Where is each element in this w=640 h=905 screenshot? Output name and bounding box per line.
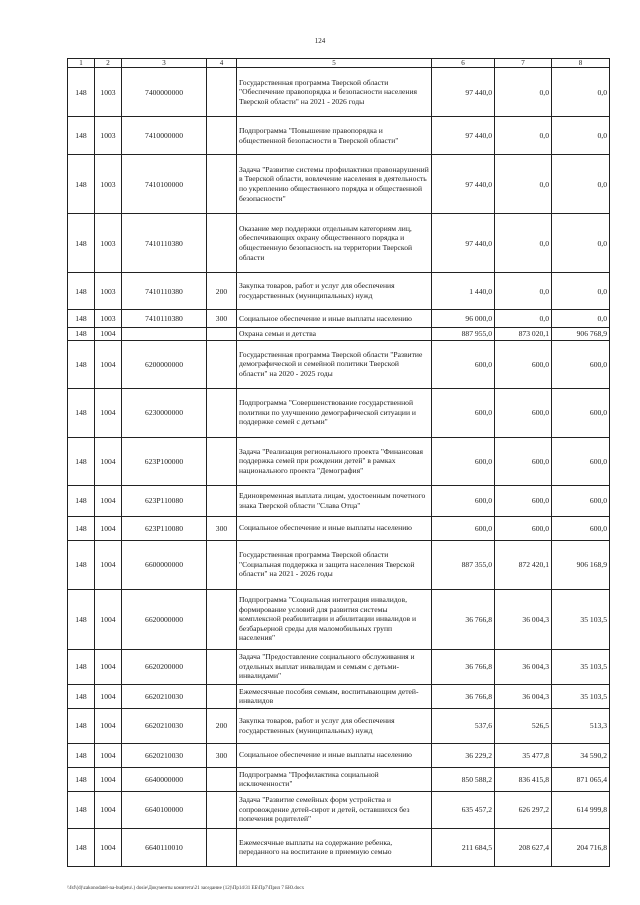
cell-amount-col8: 0,0 — [552, 117, 610, 155]
cell-amount-col6: 635 457,2 — [432, 791, 495, 828]
cell-expense-type — [207, 388, 237, 437]
cell-amount-col7: 0,0 — [495, 117, 552, 155]
table-row — [68, 791, 610, 828]
cell-item-name: Задача "Развитие системы профилактики правонарушений в Тверской области, вовлечение населения в деятельность по укреплению общественного порядка и общественной безопасности" — [237, 155, 432, 214]
table-row — [68, 708, 610, 743]
cell-expense-type — [207, 214, 237, 273]
cell-item-name: Социальное обеспечение и иные выплаты населению — [237, 743, 432, 767]
cell-section-code: 1004 — [95, 340, 122, 388]
cell-expense-type: 200 — [207, 273, 237, 310]
cell-target-article — [122, 328, 207, 341]
cell-amount-col7: 36 004,3 — [495, 684, 552, 708]
cell-amount-col8: 35 103,5 — [552, 589, 610, 649]
cell-amount-col8: 600,0 — [552, 388, 610, 437]
cell-amount-col6: 36 766,8 — [432, 589, 495, 649]
cell-amount-col7: 873 020,1 — [495, 328, 552, 341]
table-row — [68, 649, 610, 684]
cell-amount-col7: 0,0 — [495, 310, 552, 328]
cell-amount-col8: 204 716,8 — [552, 828, 610, 866]
cell-amount-col8: 600,0 — [552, 340, 610, 388]
cell-section-code: 1003 — [95, 155, 122, 214]
budget-table — [67, 58, 610, 867]
cell-expense-type: 300 — [207, 310, 237, 328]
cell-expense-type: 200 — [207, 708, 237, 743]
cell-ministry-code: 148 — [68, 273, 95, 310]
cell-item-name: Задача "Предоставление социального обслуживания и отдельных выплат инвалидам и семьям с детьми-инвалидами" — [237, 649, 432, 684]
cell-ministry-code: 148 — [68, 485, 95, 516]
cell-amount-col6: 97 440,0 — [432, 117, 495, 155]
cell-ministry-code: 148 — [68, 743, 95, 767]
cell-amount-col8: 35 103,5 — [552, 649, 610, 684]
table-row — [68, 310, 610, 328]
cell-amount-col7: 0,0 — [495, 214, 552, 273]
cell-ministry-code: 148 — [68, 828, 95, 866]
cell-target-article: 6230000000 — [122, 388, 207, 437]
cell-amount-col7: 836 415,8 — [495, 767, 552, 791]
cell-section-code: 1003 — [95, 273, 122, 310]
cell-amount-col7: 36 004,3 — [495, 589, 552, 649]
cell-section-code: 1004 — [95, 708, 122, 743]
cell-item-name: Охрана семьи и детства — [237, 328, 432, 341]
cell-expense-type — [207, 68, 237, 117]
cell-expense-type: 300 — [207, 516, 237, 540]
cell-amount-col8: 600,0 — [552, 485, 610, 516]
cell-amount-col6: 600,0 — [432, 340, 495, 388]
table-row — [68, 273, 610, 310]
cell-amount-col7: 208 627,4 — [495, 828, 552, 866]
cell-expense-type — [207, 828, 237, 866]
table-row — [68, 767, 610, 791]
cell-ministry-code: 148 — [68, 328, 95, 341]
cell-target-article: 7400000000 — [122, 68, 207, 117]
cell-expense-type — [207, 117, 237, 155]
cell-target-article: 623P110080 — [122, 485, 207, 516]
cell-target-article: 6640000000 — [122, 767, 207, 791]
cell-expense-type — [207, 684, 237, 708]
cell-amount-col8: 34 590,2 — [552, 743, 610, 767]
cell-amount-col6: 36 229,2 — [432, 743, 495, 767]
cell-amount-col6: 887 955,0 — [432, 328, 495, 341]
cell-target-article: 6620000000 — [122, 589, 207, 649]
cell-amount-col8: 513,3 — [552, 708, 610, 743]
cell-item-name: Государственная программа Тверской области "Социальная поддержка и защита населения Тверской области" на 2021 - 2026 годы — [237, 540, 432, 589]
cell-item-name: Закупка товаров, работ и услуг для обеспечения государственных (муниципальных) нужд — [237, 708, 432, 743]
cell-section-code: 1004 — [95, 767, 122, 791]
cell-ministry-code: 148 — [68, 214, 95, 273]
cell-amount-col8: 0,0 — [552, 273, 610, 310]
cell-amount-col8: 0,0 — [552, 214, 610, 273]
table-row — [68, 684, 610, 708]
cell-target-article: 623P110080 — [122, 516, 207, 540]
cell-ministry-code: 148 — [68, 68, 95, 117]
cell-section-code: 1004 — [95, 437, 122, 485]
cell-ministry-code: 148 — [68, 155, 95, 214]
cell-ministry-code: 148 — [68, 437, 95, 485]
cell-ministry-code: 148 — [68, 649, 95, 684]
cell-target-article: 7410110380 — [122, 310, 207, 328]
cell-target-article: 623P100000 — [122, 437, 207, 485]
cell-amount-col6: 600,0 — [432, 485, 495, 516]
table-row — [68, 743, 610, 767]
cell-section-code: 1004 — [95, 388, 122, 437]
cell-amount-col6: 1 440,0 — [432, 273, 495, 310]
cell-amount-col6: 36 766,8 — [432, 684, 495, 708]
cell-expense-type — [207, 328, 237, 341]
table-row — [68, 828, 610, 866]
cell-target-article: 6620200000 — [122, 649, 207, 684]
cell-amount-col6: 887 355,0 — [432, 540, 495, 589]
cell-target-article: 6620210030 — [122, 708, 207, 743]
cell-target-article: 6640110010 — [122, 828, 207, 866]
cell-expense-type — [207, 540, 237, 589]
cell-amount-col6: 97 440,0 — [432, 155, 495, 214]
cell-ministry-code: 148 — [68, 388, 95, 437]
cell-item-name: Ежемесячные пособия семьям, воспитывающим детей-инвалидов — [237, 684, 432, 708]
cell-amount-col7: 526,5 — [495, 708, 552, 743]
cell-ministry-code: 148 — [68, 767, 95, 791]
column-header: 3 — [122, 59, 207, 68]
cell-expense-type — [207, 155, 237, 214]
cell-target-article: 7410000000 — [122, 117, 207, 155]
cell-section-code: 1004 — [95, 540, 122, 589]
table-row — [68, 214, 610, 273]
table-row — [68, 340, 610, 388]
table-row — [68, 516, 610, 540]
cell-section-code: 1003 — [95, 117, 122, 155]
cell-section-code: 1003 — [95, 68, 122, 117]
cell-amount-col7: 626 297,2 — [495, 791, 552, 828]
cell-expense-type — [207, 649, 237, 684]
cell-target-article: 6620210030 — [122, 684, 207, 708]
column-header: 5 — [237, 59, 432, 68]
cell-ministry-code: 148 — [68, 516, 95, 540]
cell-item-name: Подпрограмма "Социальная интеграция инвалидов, формирование условий для развития системы комплексной реабилитации и абилитации инвалидов и безбарьерной среды для маломобильных групп населения" — [237, 589, 432, 649]
cell-ministry-code: 148 — [68, 310, 95, 328]
cell-item-name: Подпрограмма "Профилактика социальной исключенности" — [237, 767, 432, 791]
cell-amount-col7: 0,0 — [495, 155, 552, 214]
cell-section-code: 1004 — [95, 485, 122, 516]
column-header: 7 — [495, 59, 552, 68]
cell-amount-col8: 600,0 — [552, 437, 610, 485]
cell-expense-type — [207, 437, 237, 485]
cell-amount-col6: 96 000,0 — [432, 310, 495, 328]
cell-amount-col7: 600,0 — [495, 437, 552, 485]
cell-amount-col8: 600,0 — [552, 516, 610, 540]
cell-item-name: Государственная программа Тверской области "Развитие демографической и семейной политики Тверской области" на 2020 - 2025 годы — [237, 340, 432, 388]
cell-amount-col6: 211 684,5 — [432, 828, 495, 866]
cell-amount-col8: 871 065,4 — [552, 767, 610, 791]
cell-target-article: 7410110380 — [122, 214, 207, 273]
cell-item-name: Задача "Реализация регионального проекта "Финансовая поддержка семей при рождении детей" в рамках национального проекта "Демография" — [237, 437, 432, 485]
cell-amount-col6: 97 440,0 — [432, 214, 495, 273]
cell-amount-col8: 614 999,8 — [552, 791, 610, 828]
cell-amount-col6: 600,0 — [432, 516, 495, 540]
table-row — [68, 589, 610, 649]
cell-target-article: 7410110380 — [122, 273, 207, 310]
cell-item-name: Ежемесячные выплаты на содержание ребенка, переданного на воспитание в приемную семью — [237, 828, 432, 866]
cell-expense-type — [207, 340, 237, 388]
table-row — [68, 68, 610, 117]
cell-item-name: Подпрограмма "Совершенствование государственной политики по улучшению демографической ситуации и поддержке семей с детьми" — [237, 388, 432, 437]
table-row — [68, 117, 610, 155]
cell-expense-type — [207, 589, 237, 649]
cell-section-code: 1004 — [95, 649, 122, 684]
cell-amount-col7: 600,0 — [495, 516, 552, 540]
cell-amount-col6: 600,0 — [432, 437, 495, 485]
cell-section-code: 1004 — [95, 743, 122, 767]
cell-item-name: Единовременная выплата лицам, удостоенным почетного знака Тверской области "Слава Отца" — [237, 485, 432, 516]
cell-expense-type — [207, 791, 237, 828]
cell-section-code: 1004 — [95, 828, 122, 866]
cell-section-code: 1004 — [95, 589, 122, 649]
cell-amount-col6: 850 588,2 — [432, 767, 495, 791]
cell-amount-col8: 35 103,5 — [552, 684, 610, 708]
cell-target-article: 6620210030 — [122, 743, 207, 767]
table-row — [68, 388, 610, 437]
cell-ministry-code: 148 — [68, 117, 95, 155]
page-number: 124 — [314, 37, 326, 45]
cell-ministry-code: 148 — [68, 540, 95, 589]
cell-ministry-code: 148 — [68, 589, 95, 649]
cell-ministry-code: 148 — [68, 708, 95, 743]
cell-amount-col8: 0,0 — [552, 155, 610, 214]
cell-item-name: Социальное обеспечение и иные выплаты населению — [237, 310, 432, 328]
cell-ministry-code: 148 — [68, 340, 95, 388]
cell-section-code: 1004 — [95, 328, 122, 341]
cell-target-article: 6600000000 — [122, 540, 207, 589]
cell-amount-col7: 0,0 — [495, 68, 552, 117]
cell-target-article: 7410100000 — [122, 155, 207, 214]
table-row — [68, 328, 610, 341]
table-row — [68, 155, 610, 214]
cell-item-name: Оказание мер поддержки отдельным категориям лиц, обеспечивающих охрану общественного порядка и общественную безопасность на территории Тверской области — [237, 214, 432, 273]
cell-amount-col6: 97 440,0 — [432, 68, 495, 117]
cell-amount-col7: 600,0 — [495, 388, 552, 437]
cell-amount-col6: 537,6 — [432, 708, 495, 743]
cell-amount-col6: 600,0 — [432, 388, 495, 437]
table-row — [68, 540, 610, 589]
cell-item-name: Государственная программа Тверской области "Обеспечение правопорядка и безопасности населения Тверской области" на 2021 - 2026 годы — [237, 68, 432, 117]
table-header-row — [68, 59, 610, 68]
cell-expense-type — [207, 767, 237, 791]
cell-section-code: 1004 — [95, 791, 122, 828]
cell-section-code: 1003 — [95, 214, 122, 273]
cell-amount-col7: 35 477,8 — [495, 743, 552, 767]
column-header: 4 — [207, 59, 237, 68]
cell-section-code: 1004 — [95, 684, 122, 708]
cell-section-code: 1004 — [95, 516, 122, 540]
column-header: 6 — [432, 59, 495, 68]
cell-target-article: 6640100000 — [122, 791, 207, 828]
cell-amount-col7: 0,0 — [495, 273, 552, 310]
cell-item-name: Подпрограмма "Повышение правопорядка и общественной безопасности в Тверской области" — [237, 117, 432, 155]
cell-amount-col8: 906 768,9 — [552, 328, 610, 341]
cell-expense-type: 300 — [207, 743, 237, 767]
column-header: 2 — [95, 59, 122, 68]
table-row — [68, 437, 610, 485]
cell-ministry-code: 148 — [68, 684, 95, 708]
cell-target-article: 6200000000 — [122, 340, 207, 388]
table-row — [68, 485, 610, 516]
document-file-path: \\fsf\(d)\zakonodatel-na-budjetu\.) dosie\Документы комитета\21 заседание (12)\Пр14\31 ЕБ\Пр7\Прил 7 БЮ.docx — [67, 886, 305, 891]
cell-amount-col7: 872 420,1 — [495, 540, 552, 589]
cell-amount-col6: 36 766,8 — [432, 649, 495, 684]
cell-expense-type — [207, 485, 237, 516]
cell-section-code: 1003 — [95, 310, 122, 328]
cell-ministry-code: 148 — [68, 791, 95, 828]
cell-amount-col8: 0,0 — [552, 68, 610, 117]
cell-item-name: Социальное обеспечение и иные выплаты населению — [237, 516, 432, 540]
cell-item-name: Задача "Развитие семейных форм устройства и сопровождение детей-сирот и детей, оставшихся без попечения родителей" — [237, 791, 432, 828]
column-header: 8 — [552, 59, 610, 68]
cell-amount-col7: 600,0 — [495, 485, 552, 516]
cell-item-name: Закупка товаров, работ и услуг для обеспечения государственных (муниципальных) нужд — [237, 273, 432, 310]
cell-amount-col8: 0,0 — [552, 310, 610, 328]
cell-amount-col8: 906 168,9 — [552, 540, 610, 589]
cell-amount-col7: 36 004,3 — [495, 649, 552, 684]
cell-amount-col7: 600,0 — [495, 340, 552, 388]
column-header: 1 — [68, 59, 95, 68]
